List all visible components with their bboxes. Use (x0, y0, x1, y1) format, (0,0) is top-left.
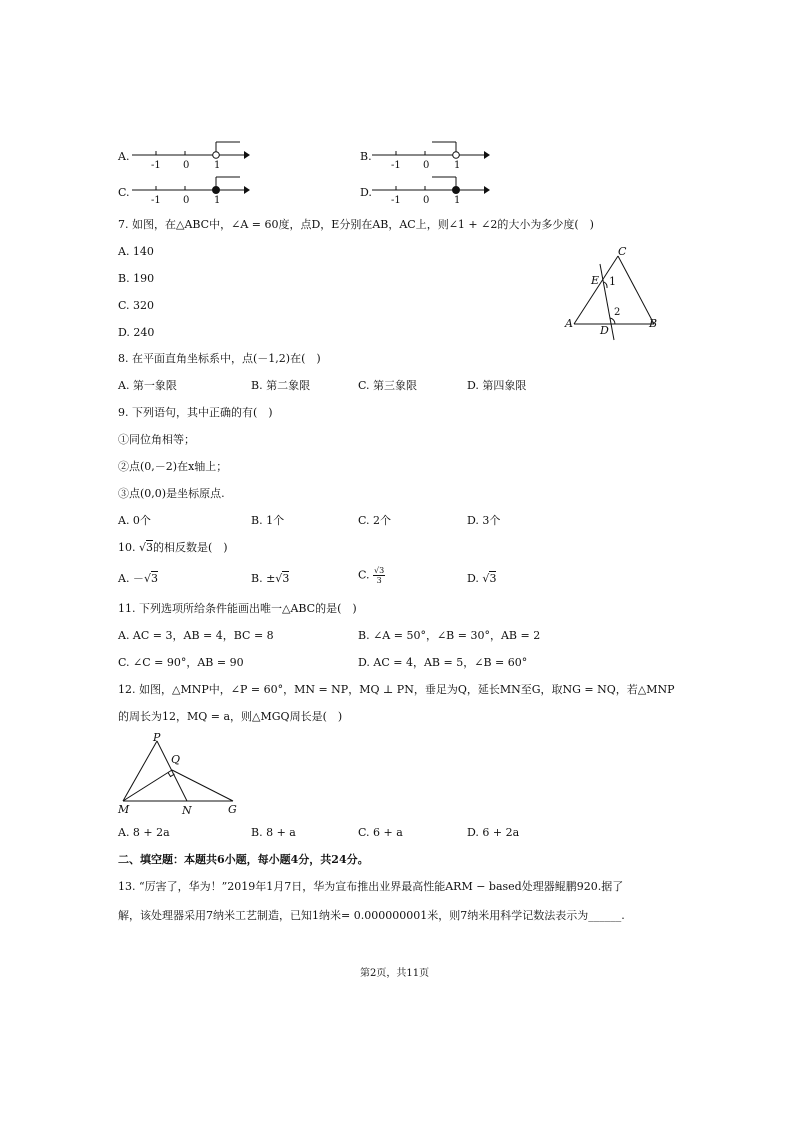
q6-option-a-letter: A. (118, 150, 130, 163)
q6-b-tick-neg1: -1 (391, 160, 401, 171)
q12-label-n: N (182, 804, 192, 817)
q6-c-tick-neg1: -1 (151, 195, 161, 206)
q8-option-a: A. 第一象限 (118, 379, 177, 392)
q12-option-d: D. 6 + 2a (467, 826, 520, 839)
q10-option-c-fraction: $\frac{√3}{3}$ (374, 566, 385, 585)
q7-option-c: C. 320 (118, 299, 155, 312)
q12-label-m: M (118, 803, 130, 816)
q7-label-2: 2 (614, 307, 621, 318)
q8-stem: 8. 在平面直角坐标系中，点(－1,2)在( ) (118, 352, 321, 365)
q7-label-e: E (591, 274, 600, 287)
q12-label-p: P (153, 731, 161, 744)
q11-stem: 11. 下列选项所给条件能画出唯一△ABC的是( ) (118, 602, 357, 615)
q11-option-d: D. AC = 4，AB = 5，∠B = 60° (358, 656, 528, 669)
q6-d-tick-neg1: -1 (391, 195, 401, 206)
q6-option-d-letter: D. (360, 186, 372, 199)
q6-a-tick-0: 0 (183, 160, 190, 171)
q9-stem: 9. 下列语句，其中正确的有( ) (118, 406, 273, 419)
q9-option-c: C. 2个 (358, 514, 392, 527)
q12-label-g: G (228, 803, 237, 816)
q11-option-a: A. AC = 3，AB = 4，BC = 8 (118, 629, 274, 642)
q7-label-1: 1 (609, 275, 616, 288)
q10-option-a: A. －√3 (118, 572, 158, 585)
q7-label-c: C (618, 245, 627, 258)
q6-b-tick-1: 1 (454, 160, 461, 171)
q6-a-tick-1: 1 (214, 160, 221, 171)
q10-stem: 10. √3的相反数是( ) (118, 541, 228, 554)
q12-option-c: C. 6 + a (358, 826, 403, 839)
q8-option-b: B. 第二象限 (251, 379, 311, 392)
q12-stem-line2: 的周长为12，MQ = a，则△MGQ周长是( ) (118, 710, 343, 723)
q10-option-d: D. √3 (467, 572, 497, 585)
q6-d-tick-0: 0 (423, 195, 430, 206)
q6-b-tick-0: 0 (423, 160, 430, 171)
q12-option-a: A. 8 + 2a (118, 826, 170, 839)
q8-option-d: D. 第四象限 (467, 379, 527, 392)
q7-option-d: D. 240 (118, 326, 155, 339)
q9-item-3: ③点(0,0)是坐标原点. (118, 487, 225, 500)
q9-option-d: D. 3个 (467, 514, 501, 527)
q6-option-c-number-line (132, 173, 252, 213)
q13-line2: 解，该处理器采用7纳米工艺制造，已知1纳米= 0.000000001米，则7纳米用科学记数法表示为______. (118, 909, 625, 922)
q6-option-b-letter: B. (360, 150, 372, 163)
q9-item-1: ①同位角相等； (118, 433, 195, 446)
section-2-title: 二、填空题：本题共6小题，每小题4分，共24分。 (118, 853, 369, 866)
q10-stem-radicand: 3 (146, 541, 154, 554)
q6-option-a-number-line (132, 138, 252, 178)
q6-option-b-number-line (372, 138, 492, 178)
q9-item-2: ②点(0,－2)在x轴上； (118, 460, 228, 473)
q7-label-a: A (565, 317, 573, 330)
page-number-footer: 第2页，共11页 (360, 968, 430, 979)
q12-option-b: B. 8 + a (251, 826, 296, 839)
q7-option-b: B. 190 (118, 272, 155, 285)
q7-label-d: D (600, 324, 609, 337)
q9-option-a: A. 0个 (118, 514, 151, 527)
q9-option-b: B. 1个 (251, 514, 285, 527)
q10-option-c: C. $\frac{√3}{3}$ (358, 566, 385, 585)
q6-a-tick-neg1: -1 (151, 160, 161, 171)
q11-option-c: C. ∠C = 90°，AB = 90 (118, 656, 244, 669)
q6-option-c-letter: C. (118, 186, 130, 199)
q7-stem: 7. 如图，在△ABC中，∠A = 60度，点D，E分别在AB，AC上，则∠1 + ∠2的大小为多少度( ) (118, 218, 594, 231)
q12-label-q: Q (171, 753, 181, 766)
q13-line1: 13. “厉害了，华为！”2019年1月7日，华为宣布推出业界最高性能ARM − based处理器鲲鹏920.据了 (118, 880, 624, 893)
q8-option-c: C. 第三象限 (358, 379, 418, 392)
q11-option-b: B. ∠A = 50°，∠B = 30°，AB = 2 (358, 629, 541, 642)
q12-triangle-figure (115, 730, 245, 810)
q6-option-d-number-line (372, 173, 492, 213)
q7-label-b: B (649, 317, 658, 330)
q6-c-tick-1: 1 (214, 195, 221, 206)
q6-c-tick-0: 0 (183, 195, 190, 206)
q6-d-tick-1: 1 (454, 195, 461, 206)
q10-option-b: B. ±√3 (251, 572, 290, 585)
q7-option-a: A. 140 (118, 245, 154, 258)
q12-stem-line1: 12. 如图，△MNP中，∠P = 60°，MN = NP，MQ ⊥ PN，垂足为Q，延长MN至G，取NG = NQ，若△MNP (118, 683, 675, 696)
